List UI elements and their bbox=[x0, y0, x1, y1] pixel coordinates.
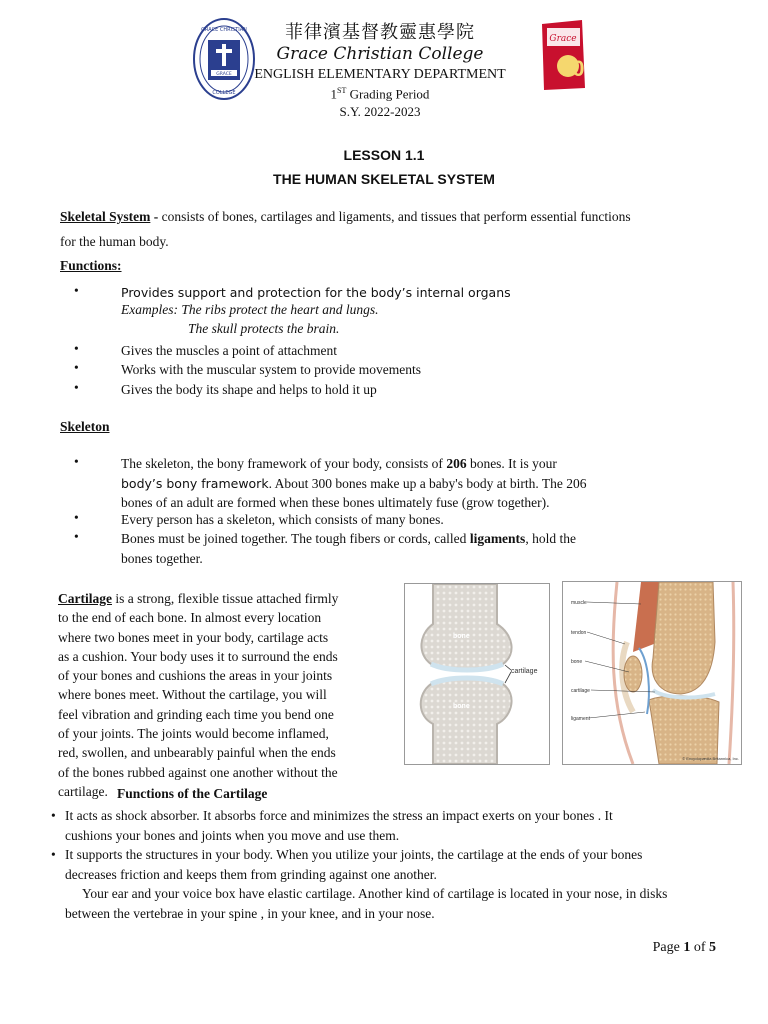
cartilage-paragraph: Cartilage is a strong, flexible tissue attached firmly to the end of each bone. In almost every location where two bones meet in your body, cartilage acts as a cushion. Your body uses it to surround the ends of your bones and cushions the areas in your joints where bones meet. Without the cartilage, you will feel vibration and grinding each time you bend one of your joints. The joints would become inflamed, red, swollen, and unbearably painful when the ends of the bones rubbed against one another without the cartilage. bbox=[58, 591, 339, 799]
svg-text:70: 70 bbox=[560, 56, 585, 81]
school-year: S.Y. 2022-2023 bbox=[339, 104, 421, 119]
knee-cross-section-diagram bbox=[562, 581, 742, 765]
svg-text:bone: bone bbox=[453, 703, 470, 710]
svg-text:muscle: muscle bbox=[571, 600, 587, 606]
closing-paragraph: Your ear and your voice box have elastic cartilage. Another kind of cartilage is located in your nose, in disks between the vertebrae in your spine , in your knee, and in your nose. bbox=[65, 886, 668, 921]
svg-text:ligament: ligament bbox=[571, 716, 590, 722]
svg-text:© Encyclopædia Britannica, Inc: © Encyclopædia Britannica, Inc. bbox=[682, 756, 739, 761]
skeleton-heading: Skeleton bbox=[60, 419, 110, 434]
functions-heading: Functions: bbox=[60, 258, 122, 273]
grading-period: 1ST Grading Period bbox=[330, 86, 430, 102]
term-skeletal-system: Skeletal System bbox=[60, 209, 151, 224]
lesson-number: LESSON 1.1 bbox=[343, 147, 425, 163]
svg-text:cartilage: cartilage bbox=[571, 688, 590, 694]
skeletal-system-definition: Skeletal System - consists of bones, cartilages and ligaments, and tissues that perform essential functions for the human body. bbox=[60, 209, 631, 249]
svg-text:cartilage: cartilage bbox=[511, 668, 538, 675]
lesson-title: THE HUMAN SKELETAL SYSTEM bbox=[273, 171, 495, 187]
cartilage-functions-heading: Functions of the Cartilage bbox=[117, 786, 268, 801]
svg-text:COLLEGE: COLLEGE bbox=[212, 90, 236, 96]
svg-text:GRACE: GRACE bbox=[216, 72, 232, 77]
page-number: Page 1 of 5 bbox=[652, 940, 716, 955]
svg-text:Grace: Grace bbox=[549, 34, 577, 44]
svg-text:GRACE CHRISTIAN: GRACE CHRISTIAN bbox=[201, 27, 247, 33]
term-cartilage: Cartilage bbox=[58, 591, 112, 606]
joint-cartilage-diagram bbox=[404, 583, 550, 765]
department-name: ENGLISH ELEMENTARY DEPARTMENT bbox=[254, 67, 506, 82]
svg-text:tendon: tendon bbox=[571, 630, 587, 636]
college-name: Grace Christian College bbox=[276, 44, 484, 64]
svg-text:bone: bone bbox=[571, 659, 583, 665]
chinese-school-name: 菲律濱基督教靈惠學院 bbox=[285, 22, 475, 43]
anniversary-70-badge bbox=[538, 18, 588, 92]
example-skull: The skull protects the brain. bbox=[188, 321, 340, 336]
example-ribs: Examples: The ribs protect the heart and lungs. bbox=[121, 302, 379, 317]
svg-text:bone: bone bbox=[453, 633, 470, 640]
